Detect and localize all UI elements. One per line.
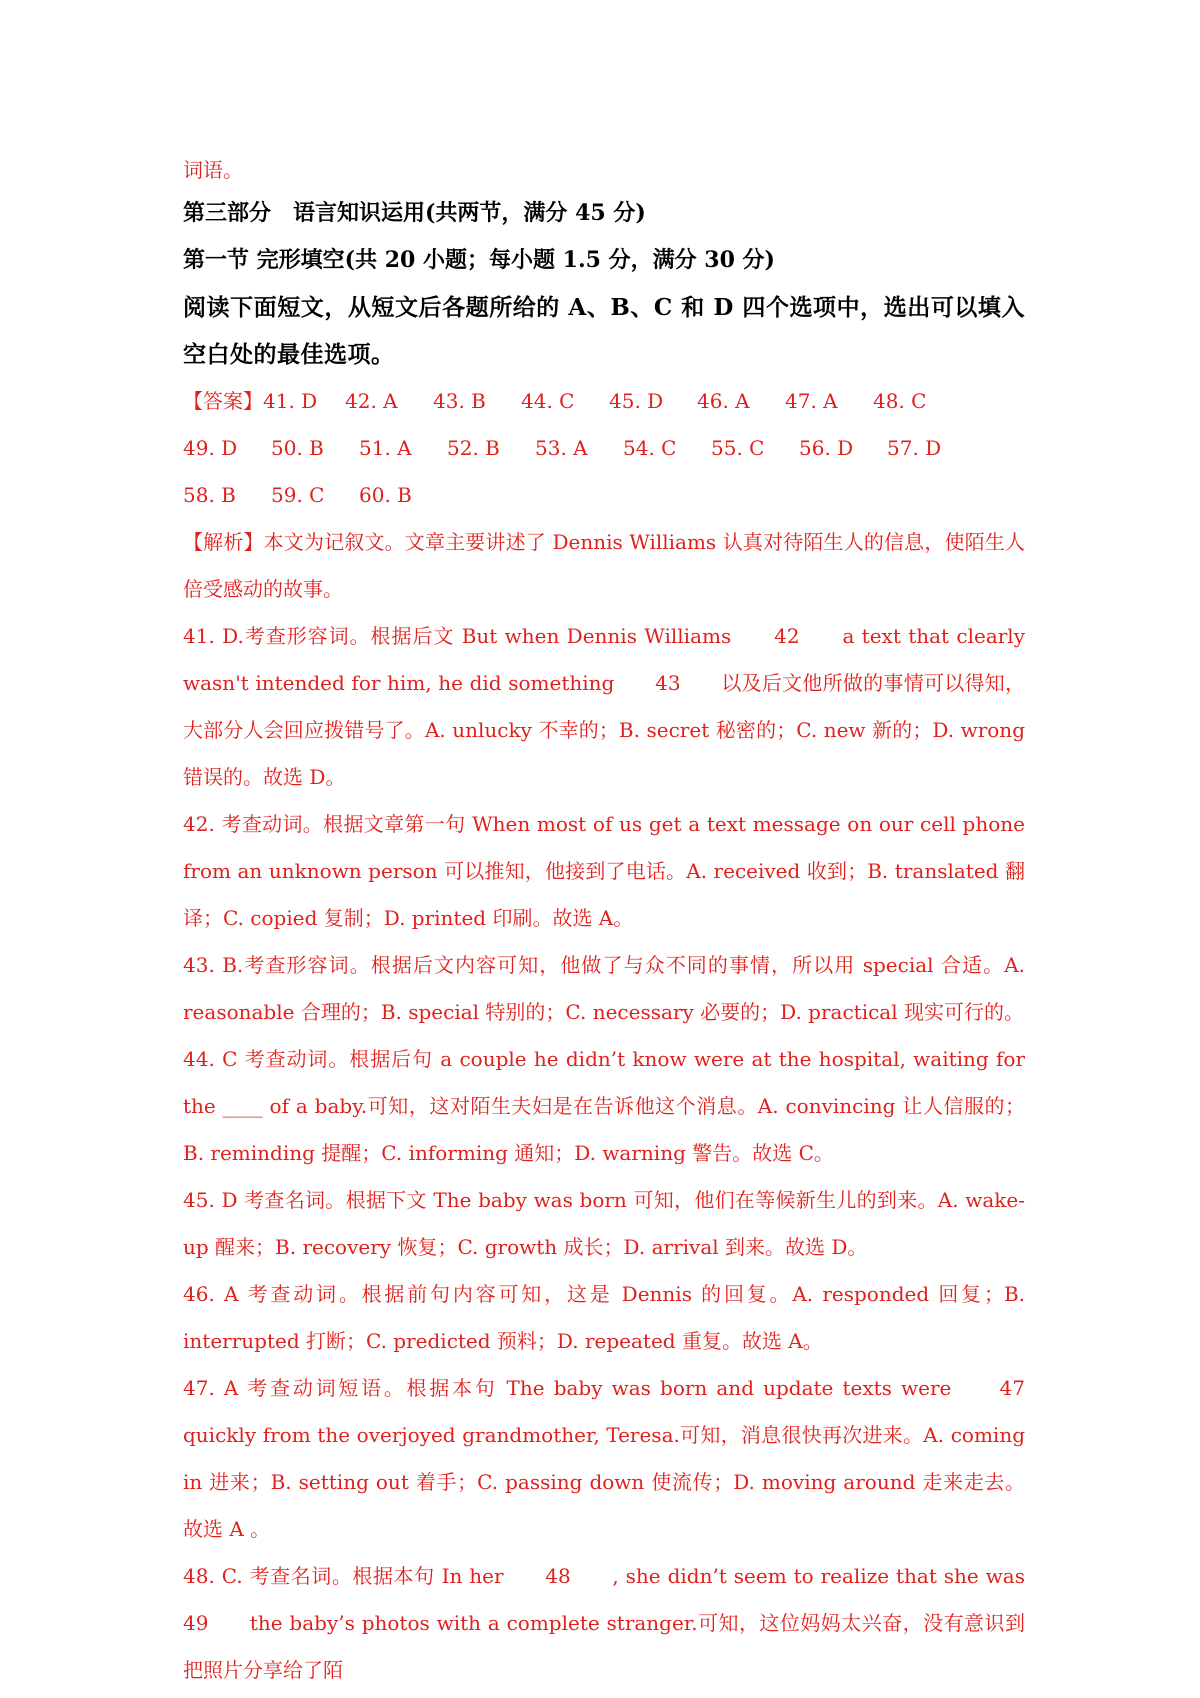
answer-item: 58. B bbox=[183, 483, 236, 507]
document-page bbox=[183, 150, 1065, 1694]
answer-item: 45. D bbox=[609, 389, 664, 413]
answer-item: 51. A bbox=[359, 436, 412, 460]
answer-item: 50. B bbox=[271, 436, 324, 460]
explanation-43: 43. B.考查形容词。根据后文内容可知，他做了与众不同的事情，所以用 special 合适。A. reasonable 合理的；B. special 特别的；C. necessary 必要的；D. practical 现实可行的。 bbox=[183, 953, 1025, 1024]
answer-item: 56. D bbox=[799, 436, 854, 460]
answer-key bbox=[183, 378, 1025, 519]
answer-item: 46. A bbox=[697, 389, 750, 413]
answer-item: 53. A bbox=[535, 436, 588, 460]
explanation-45: 45. D 考查名词。根据下文 The baby was born 可知，他们在等候新生儿的到来。A. wake-up 醒来；B. recovery 恢复；C. growth 成长；D. arrival 到来。故选 D。 bbox=[183, 1188, 1025, 1259]
analysis-paragraph: 【解析】本文为记叙文。文章主要讲述了 Dennis Williams 认真对待陌生人的信息，使陌生人倍受感动的故事。 bbox=[183, 530, 1025, 601]
answer-item: 60. B bbox=[359, 483, 412, 507]
answer-item: 41. D bbox=[263, 389, 318, 413]
explanation-42: 42. 考查动词。根据文章第一句 When most of us get a text message on our cell phone from an unknown person 可以推知，他接到了电话。A. received 收到；B. translated 翻译；C. copied 复制；D. printed 印刷。故选 A。 bbox=[183, 812, 1025, 930]
explanation-44: 44. C 考查动词。根据后句 a couple he didn’t know were at the hospital, waiting for the ____ of a baby.可知，这对陌生夫妇是在告诉他这个消息。A. convincing 让人信服的；B. reminding 提醒；C. informing 通知；D. warning 警告。故选 C。 bbox=[183, 1047, 1025, 1165]
answer-label: 【答案】 bbox=[183, 389, 263, 413]
answer-item: 47. A bbox=[785, 389, 838, 413]
answer-item: 52. B bbox=[447, 436, 500, 460]
answer-item: 54. C bbox=[623, 436, 677, 460]
answer-item: 57. D bbox=[887, 436, 942, 460]
answer-item: 48. C bbox=[873, 389, 927, 413]
answer-item: 55. C bbox=[711, 436, 765, 460]
instructions: 阅读下面短文，从短文后各题所给的 A、B、C 和 D 四个选项中，选出可以填入空白处的最佳选项。 bbox=[183, 294, 1025, 368]
explanation-48: 48. C. 考查名词。根据本句 In her 48 , she didn’t seem to realize that she was 49 the baby’s photos with a complete stranger.可知，这位妈妈太兴奋，没有意识到把照片分享给了陌 bbox=[183, 1564, 1065, 1682]
answer-item: 44. C bbox=[521, 389, 575, 413]
answer-item: 42. A bbox=[345, 389, 398, 413]
explanation-46: 46. A 考查动词。根据前句内容可知，这是 Dennis 的回复。A. responded 回复；B. interrupted 打断；C. predicted 预料；D. repeated 重复。故选 A。 bbox=[183, 1282, 1025, 1353]
text-fragment: 词语。 bbox=[183, 158, 243, 182]
explanation-47: 47. A 考查动词短语。根据本句 The baby was born and update texts were 47 quickly from the overjoyed grandmother, Teresa.可知，消息很快再次进来。A. coming in 进来；B. setting out 着手；C. passing down 使流传；D. moving around 走来走去。故选 A 。 bbox=[183, 1376, 1065, 1541]
section-heading: 第一节 完形填空(共 20 小题；每小题 1.5 分，满分 30 分) bbox=[183, 247, 775, 273]
part-heading: 第三部分 语言知识运用(共两节，满分 45 分) bbox=[183, 200, 646, 226]
answer-item: 49. D bbox=[183, 436, 238, 460]
answer-item: 43. B bbox=[433, 389, 486, 413]
answer-item: 59. C bbox=[271, 483, 325, 507]
explanation-41: 41. D.考查形容词。根据后文 But when Dennis Williams 42 a text that clearly wasn't intended for him, he did something 43 以及后文他所做的事情可以得知，大部分人会回应拨错号了。A. unlucky 不幸的；B. secret 秘密的；C. new 新的；D. wrong 错误的。故选 D。 bbox=[183, 624, 1025, 789]
